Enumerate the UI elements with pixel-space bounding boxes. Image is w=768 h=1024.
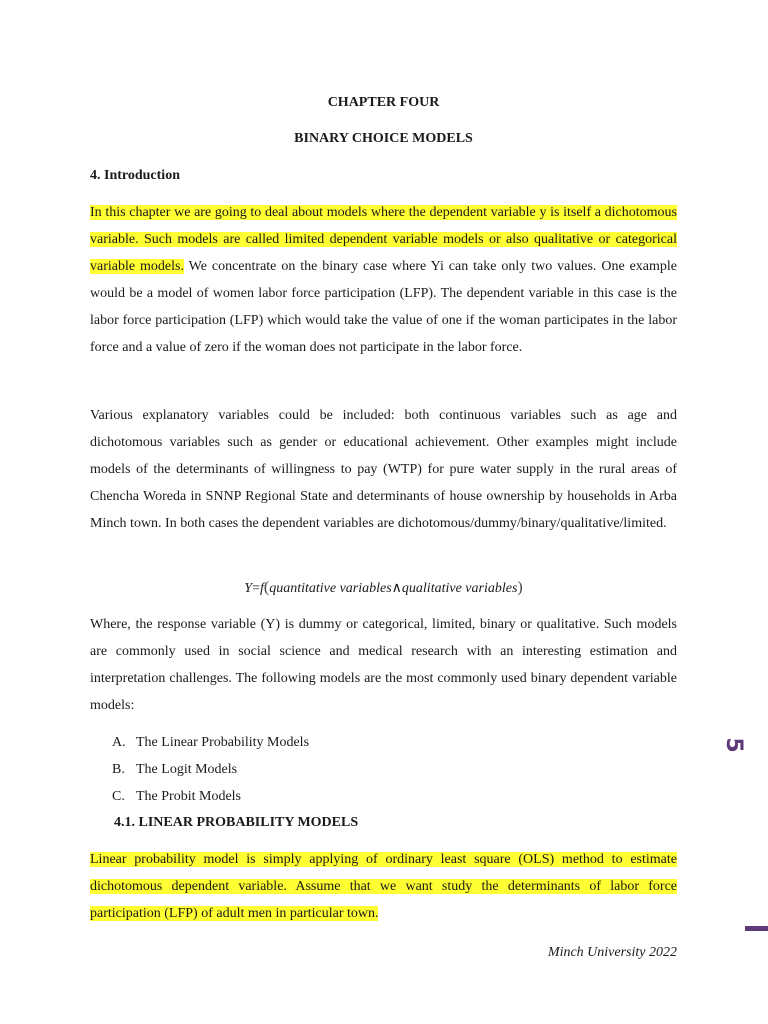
list-marker: B. xyxy=(112,762,125,777)
list-marker: A. xyxy=(112,735,126,750)
section-heading-introduction xyxy=(90,167,180,184)
page-footer: Minch University 2022 xyxy=(547,945,677,960)
document-page xyxy=(90,0,677,1024)
paragraph-text: We concentrate on the binary case where Yi can take only two values. One example would be a model of women labor force participation (LFP). The dependent variable in this case is the labor force participation (LFP) which would take the value of one if the woman participates in the labor force and a value of zero if the woman does not participate in the labor force. xyxy=(90,259,678,355)
equation-open-paren: ( xyxy=(263,579,270,596)
intro-paragraph-3: Where, the response variable (Y) is dummy or categorical, limited, binary or qualitative. Such models are commonly used in social science and medical research with an interesting estimation and interpretation challenges. The following models are the most commonly used binary dependent variable models: xyxy=(90,617,677,713)
models-list xyxy=(112,729,309,810)
highlighted-text: Linear probability model is simply applying of ordinary least square (OLS) method to estimate dichotomous dependent variable. Assume that we want study the determinants of labor force participation (LFP) of adult men in particular town. xyxy=(90,852,677,921)
lpm-paragraph-1 xyxy=(90,846,677,927)
list-item-text: The Linear Probability Models xyxy=(136,735,310,750)
intro-paragraph-1 xyxy=(90,199,677,361)
subsection-heading-lpm: 4.1. LINEAR PROBABILITY MODELS xyxy=(114,815,359,830)
page-number: 5 xyxy=(721,737,746,753)
equation-term-2: qualitative variables xyxy=(401,581,518,596)
list-item-text: The Probit Models xyxy=(136,789,241,804)
section-title: . Introduction xyxy=(97,168,180,183)
equation-func: f xyxy=(259,581,264,596)
equation-lhs: Y xyxy=(244,581,253,596)
intro-paragraph-2: Various explanatory variables could be included: both continuous variables such as age and dichotomous variables such as gender or educational achievement. Other examples might include models of the determinants of willingness to pay (WTP) for pure water supply in the rural areas of Chencha Woreda in SNNP Regional State and determinants of house ownership by households in Arba Minch town. In both cases the dependent variables are dichotomous/dummy/binary/qualitative/limited. xyxy=(90,408,677,531)
chapter-title: CHAPTER FOUR xyxy=(327,95,440,110)
section-number: 4 xyxy=(90,168,97,183)
equation-close-paren: ) xyxy=(517,579,523,596)
page-edge-bar xyxy=(745,926,768,931)
list-item-text: The Logit Models xyxy=(136,762,238,777)
equation xyxy=(90,578,677,599)
list-marker: C. xyxy=(112,789,125,804)
equation-equals: = xyxy=(252,581,260,596)
chapter-subtitle: BINARY CHOICE MODELS xyxy=(294,131,473,146)
list-item xyxy=(112,729,309,756)
list-item xyxy=(112,783,309,810)
equation-term-1: quantitative variables xyxy=(269,581,392,596)
list-item xyxy=(112,756,309,783)
highlighted-text: In this chapter we are going to deal about models where the dependent variable y is itself a dichotomous variable. Such models are called limited dependent variable models or also qualitative or categorical variable models. xyxy=(90,205,677,274)
equation-operator: ∧ xyxy=(391,581,402,596)
